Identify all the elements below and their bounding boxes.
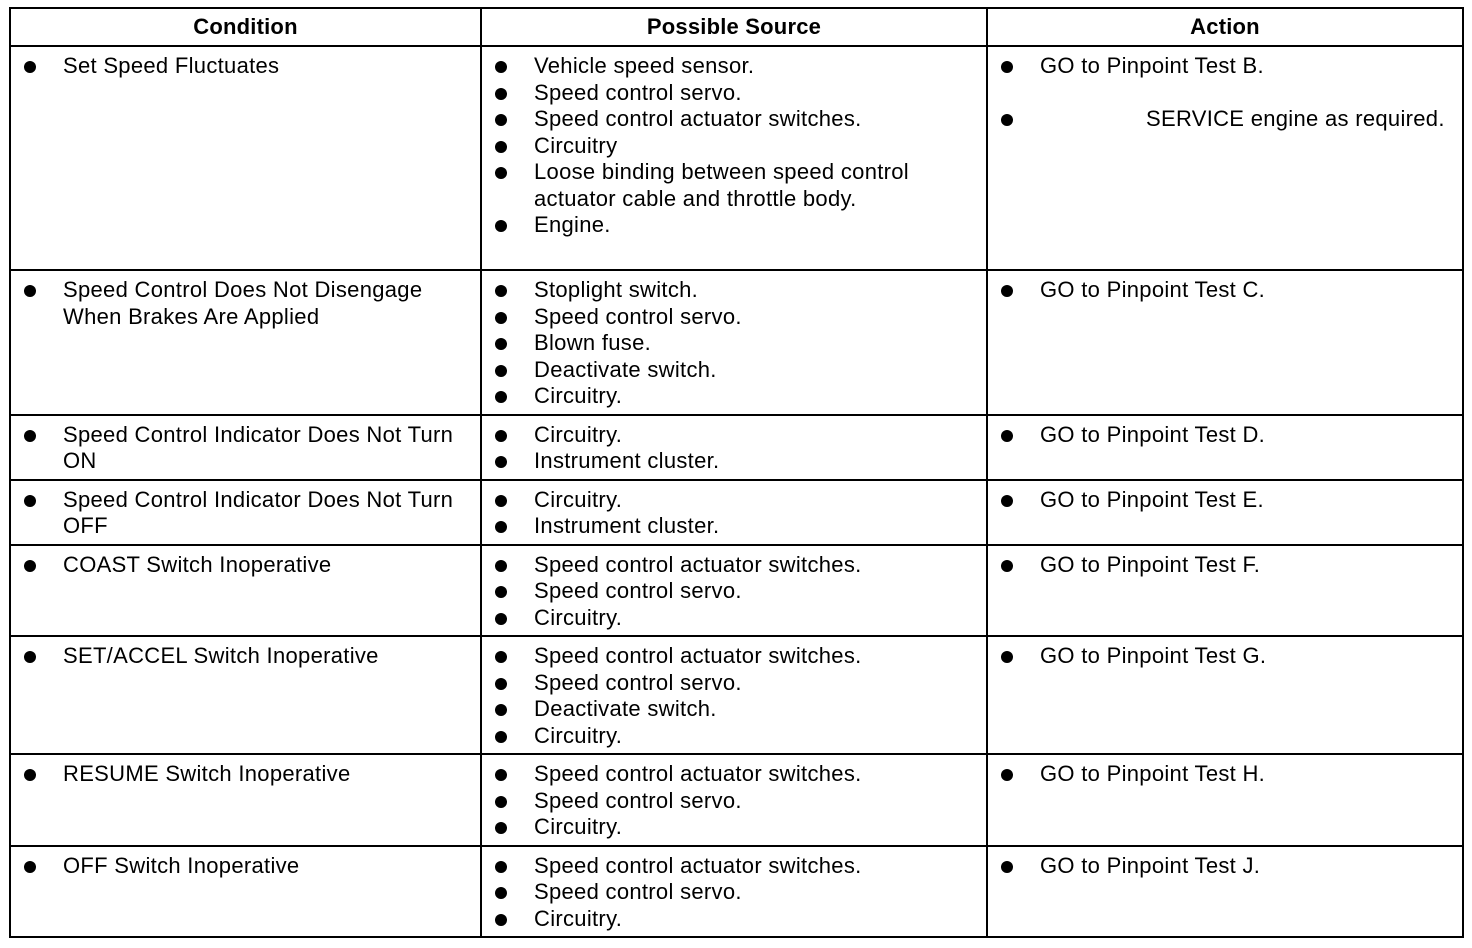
list-item [482, 422, 986, 449]
action-text: GO to Pinpoint Test B. [1040, 53, 1264, 78]
bullet-icon [495, 220, 507, 232]
bullet-icon [495, 141, 507, 153]
list-item [988, 422, 1462, 449]
list-item [482, 212, 986, 239]
action-list [988, 637, 1462, 674]
bullet-icon [24, 430, 36, 442]
source-text: Speed control actuator switches. [534, 761, 862, 786]
action-text: GO to Pinpoint Test F. [1040, 551, 1261, 577]
source-list [482, 47, 986, 243]
source-cell [481, 846, 987, 938]
bullet-icon [495, 613, 507, 625]
source-text: Circuitry. [534, 722, 623, 748]
list-item [482, 487, 986, 514]
action-text: GO to Pinpoint Test E. [1040, 486, 1264, 512]
action-cell [987, 46, 1463, 270]
list-item [482, 277, 986, 304]
bullet-icon [495, 678, 507, 690]
condition-cell [10, 846, 481, 938]
condition-cell [10, 46, 481, 270]
bullet-icon [495, 731, 507, 743]
list-item [11, 487, 480, 540]
condition-text: Set Speed Fluctuates [63, 53, 280, 78]
list-item [11, 422, 480, 475]
source-text: Speed control servo. [534, 879, 742, 904]
condition-list [11, 271, 480, 334]
list-item [11, 277, 480, 330]
list-item [482, 357, 986, 384]
condition-cell [10, 480, 481, 545]
bullet-icon [495, 312, 507, 324]
source-cell [481, 415, 987, 480]
condition-text: Speed Control Indicator Does Not Turn OFF [63, 486, 454, 538]
list-item [482, 723, 986, 750]
table-row [10, 480, 1463, 545]
source-text: Engine. [534, 212, 611, 237]
source-text: Circuitry. [534, 421, 623, 447]
header-condition: Condition [10, 8, 481, 46]
source-cell [481, 754, 987, 846]
source-list [482, 546, 986, 636]
list-item [988, 277, 1462, 304]
source-text: Instrument cluster. [534, 448, 720, 473]
action-cell [987, 415, 1463, 480]
bullet-icon [495, 560, 507, 572]
list-item [988, 53, 1462, 80]
action-list [988, 416, 1462, 453]
bullet-icon [1001, 769, 1013, 781]
source-list [482, 637, 986, 753]
condition-list [11, 481, 480, 544]
list-item [482, 643, 986, 670]
list-item [482, 670, 986, 697]
diagnosis-table [9, 7, 1464, 938]
source-text: Speed control actuator switches. [534, 852, 862, 878]
condition-list [11, 847, 480, 884]
condition-text: COAST Switch Inoperative [63, 551, 332, 577]
condition-list [11, 546, 480, 583]
source-cell [481, 480, 987, 545]
bullet-icon [495, 430, 507, 442]
bullet-icon [495, 114, 507, 126]
source-list [482, 416, 986, 479]
list-item [482, 761, 986, 788]
bullet-icon [495, 391, 507, 403]
condition-text: OFF Switch Inoperative [63, 852, 300, 878]
action-cell [987, 270, 1463, 415]
source-text: Circuitry. [534, 905, 623, 931]
action-text: SERVICE engine as required. [1146, 105, 1445, 131]
list-item [988, 106, 1462, 133]
table-row [10, 846, 1463, 938]
bullet-icon [1001, 285, 1013, 297]
bullet-icon [495, 769, 507, 781]
list-item [482, 383, 986, 410]
source-text: Circuitry. [534, 814, 623, 839]
condition-cell [10, 415, 481, 480]
table-row [10, 545, 1463, 637]
source-list [482, 271, 986, 414]
list-item [482, 696, 986, 723]
bullet-icon [495, 914, 507, 926]
bullet-icon [495, 495, 507, 507]
condition-text: RESUME Switch Inoperative [63, 761, 351, 786]
source-list [482, 481, 986, 544]
list-item [11, 853, 480, 880]
condition-list [11, 755, 480, 792]
source-text: Circuitry. [534, 486, 623, 512]
condition-text: Speed Control Indicator Does Not Turn ON [63, 421, 454, 473]
source-text: Speed control servo. [534, 303, 742, 329]
bullet-icon [495, 285, 507, 297]
bullet-icon [1001, 495, 1013, 507]
source-text: Stoplight switch. [534, 277, 699, 302]
source-text: Blown fuse. [534, 330, 652, 355]
table-row [10, 415, 1463, 480]
action-list [988, 47, 1462, 136]
condition-cell [10, 270, 481, 415]
list-item [988, 487, 1462, 514]
action-list [988, 271, 1462, 308]
bullet-icon [24, 61, 36, 73]
list-item [482, 814, 986, 841]
list-item [482, 80, 986, 107]
bullet-icon [1001, 61, 1013, 73]
bullet-icon [495, 338, 507, 350]
condition-list [11, 47, 480, 84]
list-item [482, 605, 986, 632]
list-item [482, 552, 986, 579]
source-text: Deactivate switch. [534, 696, 717, 721]
header-action: Action [987, 8, 1463, 46]
source-text: Speed control servo. [534, 669, 742, 695]
list-item [482, 330, 986, 357]
source-cell [481, 636, 987, 754]
condition-text: Speed Control Does Not Disengage When Brakes Are Applied [63, 277, 423, 329]
source-text: Circuitry [534, 132, 618, 158]
bullet-icon [24, 769, 36, 781]
header-possible-source: Possible Source [481, 8, 987, 46]
source-cell [481, 46, 987, 270]
list-item [482, 106, 986, 133]
bullet-icon [495, 88, 507, 100]
table-row [10, 636, 1463, 754]
condition-cell [10, 545, 481, 637]
bullet-icon [495, 861, 507, 873]
bullet-icon [495, 61, 507, 73]
source-text: Speed control servo. [534, 787, 742, 813]
list-item [482, 448, 986, 475]
bullet-icon [1001, 861, 1013, 873]
list-item [482, 879, 986, 906]
source-text: Speed control actuator switches. [534, 106, 862, 131]
bullet-icon [24, 560, 36, 572]
bullet-icon [495, 796, 507, 808]
source-text: Speed control servo. [534, 79, 742, 105]
list-item [482, 133, 986, 160]
list-item [988, 761, 1462, 788]
action-cell [987, 754, 1463, 846]
list-item [482, 788, 986, 815]
list-item [988, 643, 1462, 670]
bullet-icon [1001, 651, 1013, 663]
condition-cell [10, 636, 481, 754]
source-cell [481, 270, 987, 415]
source-text: Circuitry. [534, 604, 623, 630]
list-item [482, 578, 986, 605]
action-cell [987, 545, 1463, 637]
list-item [988, 853, 1462, 880]
bullet-icon [495, 704, 507, 716]
action-text: GO to Pinpoint Test G. [1040, 643, 1267, 668]
condition-cell [10, 754, 481, 846]
source-list [482, 755, 986, 845]
bullet-icon [495, 365, 507, 377]
bullet-icon [495, 586, 507, 598]
action-list [988, 755, 1462, 792]
list-item [988, 552, 1462, 579]
bullet-icon [24, 861, 36, 873]
bullet-icon [495, 822, 507, 834]
source-text: Speed control servo. [534, 578, 742, 603]
table-row [10, 270, 1463, 415]
source-text: Vehicle speed sensor. [534, 53, 755, 78]
list-item [482, 53, 986, 80]
action-list [988, 847, 1462, 884]
action-text: GO to Pinpoint Test D. [1040, 421, 1266, 447]
list-item [11, 552, 480, 579]
table-row [10, 754, 1463, 846]
condition-list [11, 416, 480, 479]
action-cell [987, 480, 1463, 545]
action-list [988, 481, 1462, 518]
condition-list [11, 637, 480, 674]
bullet-icon [24, 651, 36, 663]
bullet-icon [495, 887, 507, 899]
source-cell [481, 545, 987, 637]
list-item [482, 304, 986, 331]
list-item [482, 159, 986, 212]
source-text: Deactivate switch. [534, 356, 717, 382]
bullet-icon [495, 167, 507, 179]
source-text: Speed control actuator switches. [534, 643, 862, 668]
action-text: GO to Pinpoint Test C. [1040, 277, 1266, 302]
bullet-icon [495, 521, 507, 533]
list-item [11, 761, 480, 788]
action-text: GO to Pinpoint Test J. [1040, 852, 1261, 878]
list-item [11, 53, 480, 80]
source-list [482, 847, 986, 937]
action-text: GO to Pinpoint Test H. [1040, 761, 1266, 786]
table-row [10, 46, 1463, 270]
list-item [482, 853, 986, 880]
action-list [988, 546, 1462, 583]
bullet-icon [1001, 560, 1013, 572]
bullet-icon [1001, 114, 1013, 126]
list-item [482, 906, 986, 933]
bullet-icon [24, 495, 36, 507]
header-row [10, 8, 1463, 46]
condition-text: SET/ACCEL Switch Inoperative [63, 643, 379, 668]
source-text: Speed control actuator switches. [534, 551, 862, 577]
bullet-icon [1001, 430, 1013, 442]
bullet-icon [495, 651, 507, 663]
source-text: Loose binding between speed control actuator cable and throttle body. [534, 159, 909, 211]
list-item [482, 513, 986, 540]
action-cell [987, 846, 1463, 938]
list-item [11, 643, 480, 670]
bullet-icon [495, 456, 507, 468]
bullet-icon [24, 285, 36, 297]
source-text: Instrument cluster. [534, 513, 720, 538]
source-text: Circuitry. [534, 383, 623, 408]
action-cell [987, 636, 1463, 754]
